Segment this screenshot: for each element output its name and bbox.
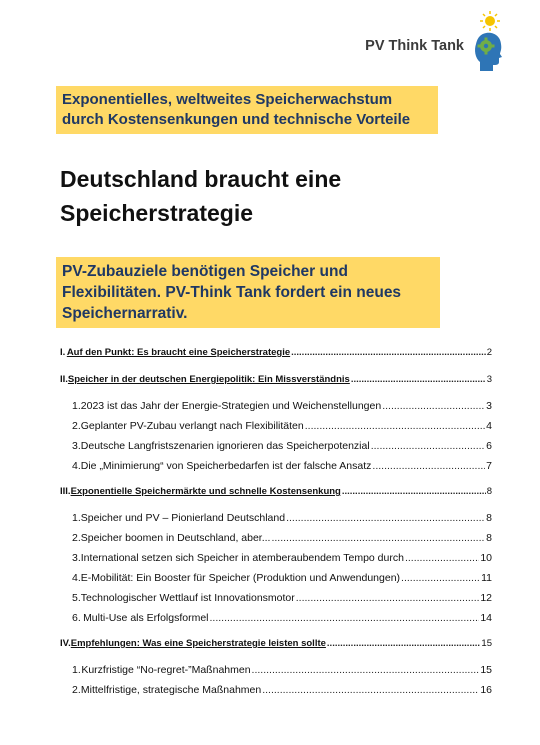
- sun-icon: [480, 11, 500, 31]
- toc-title[interactable]: Kurzfristige “No-regret-”Maßnahmen: [81, 664, 251, 676]
- logo-text: PV Think Tank: [365, 38, 464, 54]
- toc-title[interactable]: Mittelfristige, strategische Maßnahmen: [80, 684, 262, 696]
- toc-page-number: 12: [480, 592, 492, 604]
- toc-page-number: 3: [486, 374, 492, 385]
- toc-leader-dots: [291, 347, 486, 358]
- toc-section[interactable]: [60, 374, 492, 385]
- toc-number: 4.: [72, 460, 81, 472]
- toc-leader-dots: [342, 486, 486, 497]
- toc-leader-dots: [382, 400, 485, 412]
- toc-page-number: 14: [480, 612, 492, 624]
- toc-title[interactable]: Exponentielle Speichermärkte und schnelle Kostensenkung: [70, 486, 341, 497]
- toc-leader-dots: [210, 612, 480, 624]
- toc-subsection[interactable]: [60, 400, 492, 412]
- toc-subsection[interactable]: [60, 612, 492, 624]
- toc-number: 1.: [72, 400, 81, 412]
- toc-title[interactable]: Auf den Punkt: Es braucht eine Speicherstrategie: [66, 347, 291, 358]
- toc-title[interactable]: Technologischer Wettlauf ist Innovationsmotor: [80, 592, 295, 604]
- toc-subsection[interactable]: [60, 552, 492, 564]
- toc-page-number: 3: [486, 400, 492, 412]
- toc-page-number: 11: [481, 572, 492, 584]
- toc-leader-dots: [252, 664, 480, 676]
- toc-page-number: 8: [486, 486, 492, 497]
- toc-title[interactable]: Empfehlungen: Was eine Speicherstrategie leisten sollte: [70, 638, 326, 649]
- toc-leader-dots: [271, 532, 485, 544]
- toc-number: 5.: [72, 592, 81, 604]
- toc-number: II.: [60, 374, 68, 385]
- toc-page-number: 10: [480, 552, 492, 564]
- head-silhouette: [475, 33, 502, 71]
- toc-subsection[interactable]: [60, 420, 492, 432]
- toc-number: 3.: [72, 552, 81, 564]
- toc-page-number: 16: [480, 684, 492, 696]
- toc-title[interactable]: E-Mobilität: Ein Booster für Speicher (Produktion und Anwendungen): [80, 572, 401, 584]
- toc-leader-dots: [405, 552, 479, 564]
- toc-leader-dots: [296, 592, 480, 604]
- page-title: Deutschland braucht eine Speicherstrategie: [60, 166, 342, 226]
- toc-title[interactable]: Geplanter PV-Zubau verlangt nach Flexibilitäten: [80, 420, 304, 432]
- toc-leader-dots: [327, 638, 481, 649]
- toc-title[interactable]: Deutsche Langfristszenarien ignorieren das Speicherpotenzial: [80, 440, 370, 452]
- toc-page-number: 8: [486, 512, 492, 524]
- toc-leader-dots: [262, 684, 479, 696]
- toc-number: 1.: [72, 664, 81, 676]
- toc-leader-dots: [372, 460, 485, 472]
- toc-title[interactable]: Speicher und PV – Pionierland Deutschland: [80, 512, 286, 524]
- toc-title[interactable]: International setzen sich Speicher in atemberaubendem Tempo durch: [80, 552, 404, 564]
- toc-page-number: 15: [480, 664, 492, 676]
- toc-number: 1.: [72, 512, 81, 524]
- toc-page-number: 6: [486, 440, 492, 452]
- toc-number: 2.: [72, 684, 81, 696]
- toc-title[interactable]: Speicher boomen in Deutschland, aber...: [80, 532, 271, 544]
- toc-leader-dots: [286, 512, 485, 524]
- head-sun-gear-icon: [466, 10, 504, 72]
- toc-number: IV.: [60, 638, 71, 649]
- toc-page-number: 4: [486, 420, 492, 432]
- toc-subsection[interactable]: [60, 460, 492, 472]
- toc-number: III.: [60, 486, 71, 497]
- toc-subsection[interactable]: [60, 664, 492, 676]
- toc-title[interactable]: Multi-Use als Erfolgsformel: [83, 612, 209, 624]
- toc-title[interactable]: 2023 ist das Jahr der Energie-Strategien und Weichenstellungen: [80, 400, 382, 412]
- toc-number: I.: [60, 347, 66, 358]
- toc-subsection[interactable]: [60, 592, 492, 604]
- toc-subsection[interactable]: [60, 532, 492, 544]
- toc-section[interactable]: [60, 347, 492, 358]
- toc-leader-dots: [351, 374, 486, 385]
- highlight-top: Exponentielles, weltweites Speicherwachstum durch Kostensenkungen und technische Vorteile: [56, 86, 438, 134]
- toc-number: 4.: [72, 572, 81, 584]
- logo: [365, 10, 504, 72]
- toc-section[interactable]: [60, 486, 492, 497]
- toc-title[interactable]: Speicher in der deutschen Energiepolitik: Ein Missverständnis: [67, 374, 350, 385]
- toc-leader-dots: [305, 420, 485, 432]
- toc-leader-dots: [371, 440, 485, 452]
- toc-title[interactable]: Die „Minimierung“ von Speicherbedarfen ist der falsche Ansatz: [80, 460, 372, 472]
- toc-number: 2.: [72, 420, 81, 432]
- toc-page-number: 2: [486, 347, 492, 358]
- toc-subsection[interactable]: [60, 684, 492, 696]
- toc-number: 6.: [72, 612, 81, 624]
- toc-leader-dots: [401, 572, 480, 584]
- toc-page-number: 15: [481, 638, 492, 649]
- toc-number: 3.: [72, 440, 81, 452]
- toc-page-number: 8: [486, 532, 492, 544]
- toc-section[interactable]: [60, 638, 492, 649]
- toc-page-number: 7: [486, 460, 492, 472]
- toc-subsection[interactable]: [60, 572, 492, 584]
- highlight-subtitle: PV-Zubauziele benötigen Speicher und Flexibilitäten. PV-Think Tank fordert ein neues Speichernarrativ.: [56, 257, 440, 328]
- toc-number: 2.: [72, 532, 81, 544]
- toc-subsection[interactable]: [60, 440, 492, 452]
- toc-subsection[interactable]: [60, 512, 492, 524]
